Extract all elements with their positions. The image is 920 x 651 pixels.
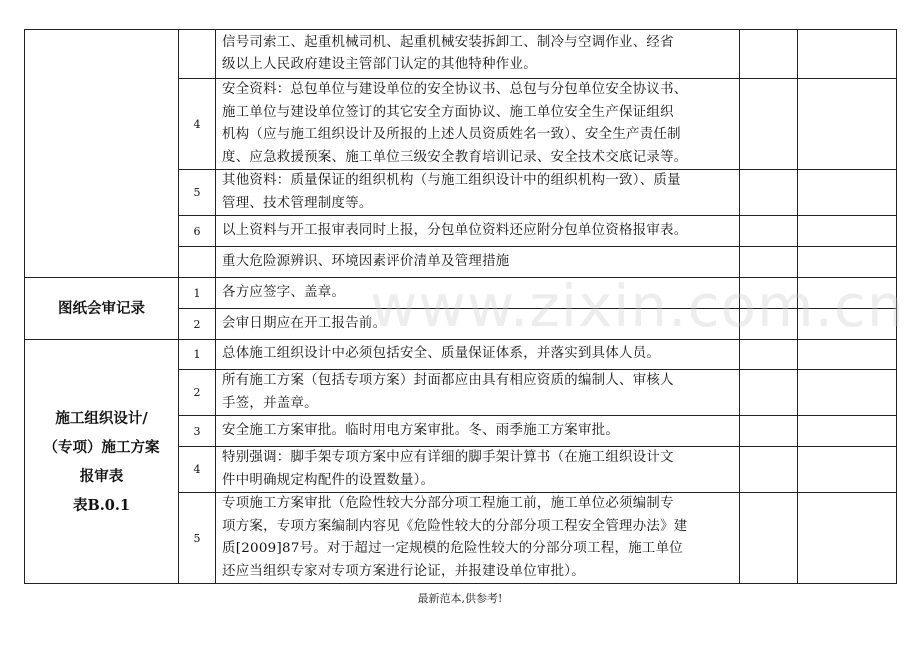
item-number (179, 30, 216, 79)
check-cell[interactable] (740, 340, 798, 370)
requirement-line: 其他资料：质量保证的组织机构（与施工组织设计中的组织机构一致）、质量 (222, 173, 681, 188)
item-number: 1 (179, 278, 216, 309)
remark-cell[interactable] (798, 247, 897, 278)
item-number: 5 (179, 493, 216, 584)
requirement-line: 管理、技术管理制度等。 (222, 195, 373, 211)
requirement-line: 会审日期应在开工报告前。 (222, 315, 387, 331)
category-drawing-review: 图纸会审记录 (25, 278, 179, 340)
item-number: 4 (179, 79, 216, 170)
remark-cell[interactable] (798, 370, 897, 416)
requirement-line: 还应当组织专家对专项方案进行论证，并报建设单位审批）。 (222, 563, 585, 579)
check-cell[interactable] (740, 493, 798, 584)
item-number (179, 247, 216, 278)
requirement-cell (216, 79, 740, 170)
requirement-cell (216, 340, 740, 370)
requirement-line: 质[2009]87号。对于超过一定规模的危险性较大的分部分项工程，施工单位 (222, 541, 683, 556)
check-cell[interactable] (740, 278, 798, 309)
item-number: 2 (179, 309, 216, 340)
checklist-table (24, 29, 897, 584)
remark-cell[interactable] (798, 447, 897, 493)
requirement-line: 信号司索工、起重机械司机、起重机械安装拆卸工、制冷与空调作业、经省 (222, 34, 674, 50)
item-number: 2 (179, 370, 216, 416)
item-number: 3 (179, 416, 216, 447)
remark-cell[interactable] (798, 309, 897, 340)
requirement-cell (216, 416, 740, 447)
watermark-text: www.zixin.com.cn (370, 272, 905, 340)
check-cell[interactable] (740, 79, 798, 170)
item-number: 6 (179, 216, 216, 247)
requirement-line: 安全资料：总包单位与建设单位的安全协议书、总包与分包单位安全协议书、 (222, 82, 688, 97)
requirement-cell (216, 447, 740, 493)
category-line: 报审表 (79, 467, 124, 485)
category-cell-blank (25, 30, 179, 278)
table-row (25, 340, 897, 370)
requirement-line: 特别强调：脚手架专项方案中应有详细的脚手架计算书（在施工组织设计文 (222, 450, 674, 465)
requirement-line: 手签，并盖章。 (222, 395, 318, 411)
requirement-line: 度、应急救援预案、施工单位三级安全教育培训记录、安全技术交底记录等。 (222, 149, 688, 165)
category-line: 施工组织设计/ (55, 409, 148, 427)
check-cell[interactable] (740, 247, 798, 278)
category-line: （专项）施工方案 (43, 438, 160, 456)
category-line: 表B.0.1 (72, 496, 131, 514)
check-cell[interactable] (740, 30, 798, 79)
check-cell[interactable] (740, 416, 798, 447)
requirement-cell (216, 309, 740, 340)
category-construction-plan (25, 340, 179, 584)
requirement-line: 项方案，专项方案编制内容见《危险性较大的分部分项工程安全管理办法》建 (222, 518, 688, 534)
remark-cell[interactable] (798, 170, 897, 216)
remark-cell[interactable] (798, 493, 897, 584)
requirement-line: 件中明确规定构配件的设置数量）。 (222, 472, 435, 488)
requirement-cell (216, 216, 740, 247)
requirement-cell (216, 170, 740, 216)
requirement-cell (216, 370, 740, 416)
requirement-line: 各方应签字、盖章。 (222, 284, 346, 300)
check-cell[interactable] (740, 216, 798, 247)
remark-cell[interactable] (798, 278, 897, 309)
requirement-cell (216, 278, 740, 309)
page-footer: 最新范本,供参考! (417, 592, 503, 605)
requirement-line: 安全施工方案审批。临时用电方案审批。冬、雨季施工方案审批。 (222, 422, 620, 438)
requirement-line: 所有施工方案（包括专项方案）封面都应由具有相应资质的编制人、审核人 (222, 373, 674, 388)
requirement-line: 机构（应与施工组织设计及所报的上述人员资质姓名一致）、安全生产责任制 (222, 127, 681, 142)
item-number: 1 (179, 340, 216, 370)
check-cell[interactable] (740, 170, 798, 216)
requirement-line: 重大危险源辨识、环境因素评价清单及管理措施 (222, 253, 510, 269)
requirement-line: 总体施工组织设计中必须包括安全、质量保证体系，并落实到具体人员。 (222, 346, 661, 362)
requirement-line: 级以上人民政府建设主管部门认定的其他特种作业。 (222, 57, 537, 72)
check-cell[interactable] (740, 370, 798, 416)
requirement-cell (216, 30, 740, 79)
check-cell[interactable] (740, 309, 798, 340)
requirement-line: 施工单位与建设单位签订的其它安全方面协议、施工单位安全生产保证组织 (222, 104, 674, 120)
check-cell[interactable] (740, 447, 798, 493)
item-number: 4 (179, 447, 216, 493)
table-row (25, 278, 897, 309)
remark-cell[interactable] (798, 79, 897, 170)
requirement-cell (216, 493, 740, 584)
requirement-cell (216, 247, 740, 278)
requirement-line: 以上资料与开工报审表同时上报，分包单位资料还应附分包单位资格报审表。 (222, 222, 688, 238)
remark-cell[interactable] (798, 416, 897, 447)
remark-cell[interactable] (798, 30, 897, 79)
item-number: 5 (179, 170, 216, 216)
remark-cell[interactable] (798, 340, 897, 370)
requirement-line: 专项施工方案审批（危险性较大分部分项工程施工前，施工单位必须编制专 (222, 496, 674, 511)
remark-cell[interactable] (798, 216, 897, 247)
table-row (25, 30, 897, 79)
